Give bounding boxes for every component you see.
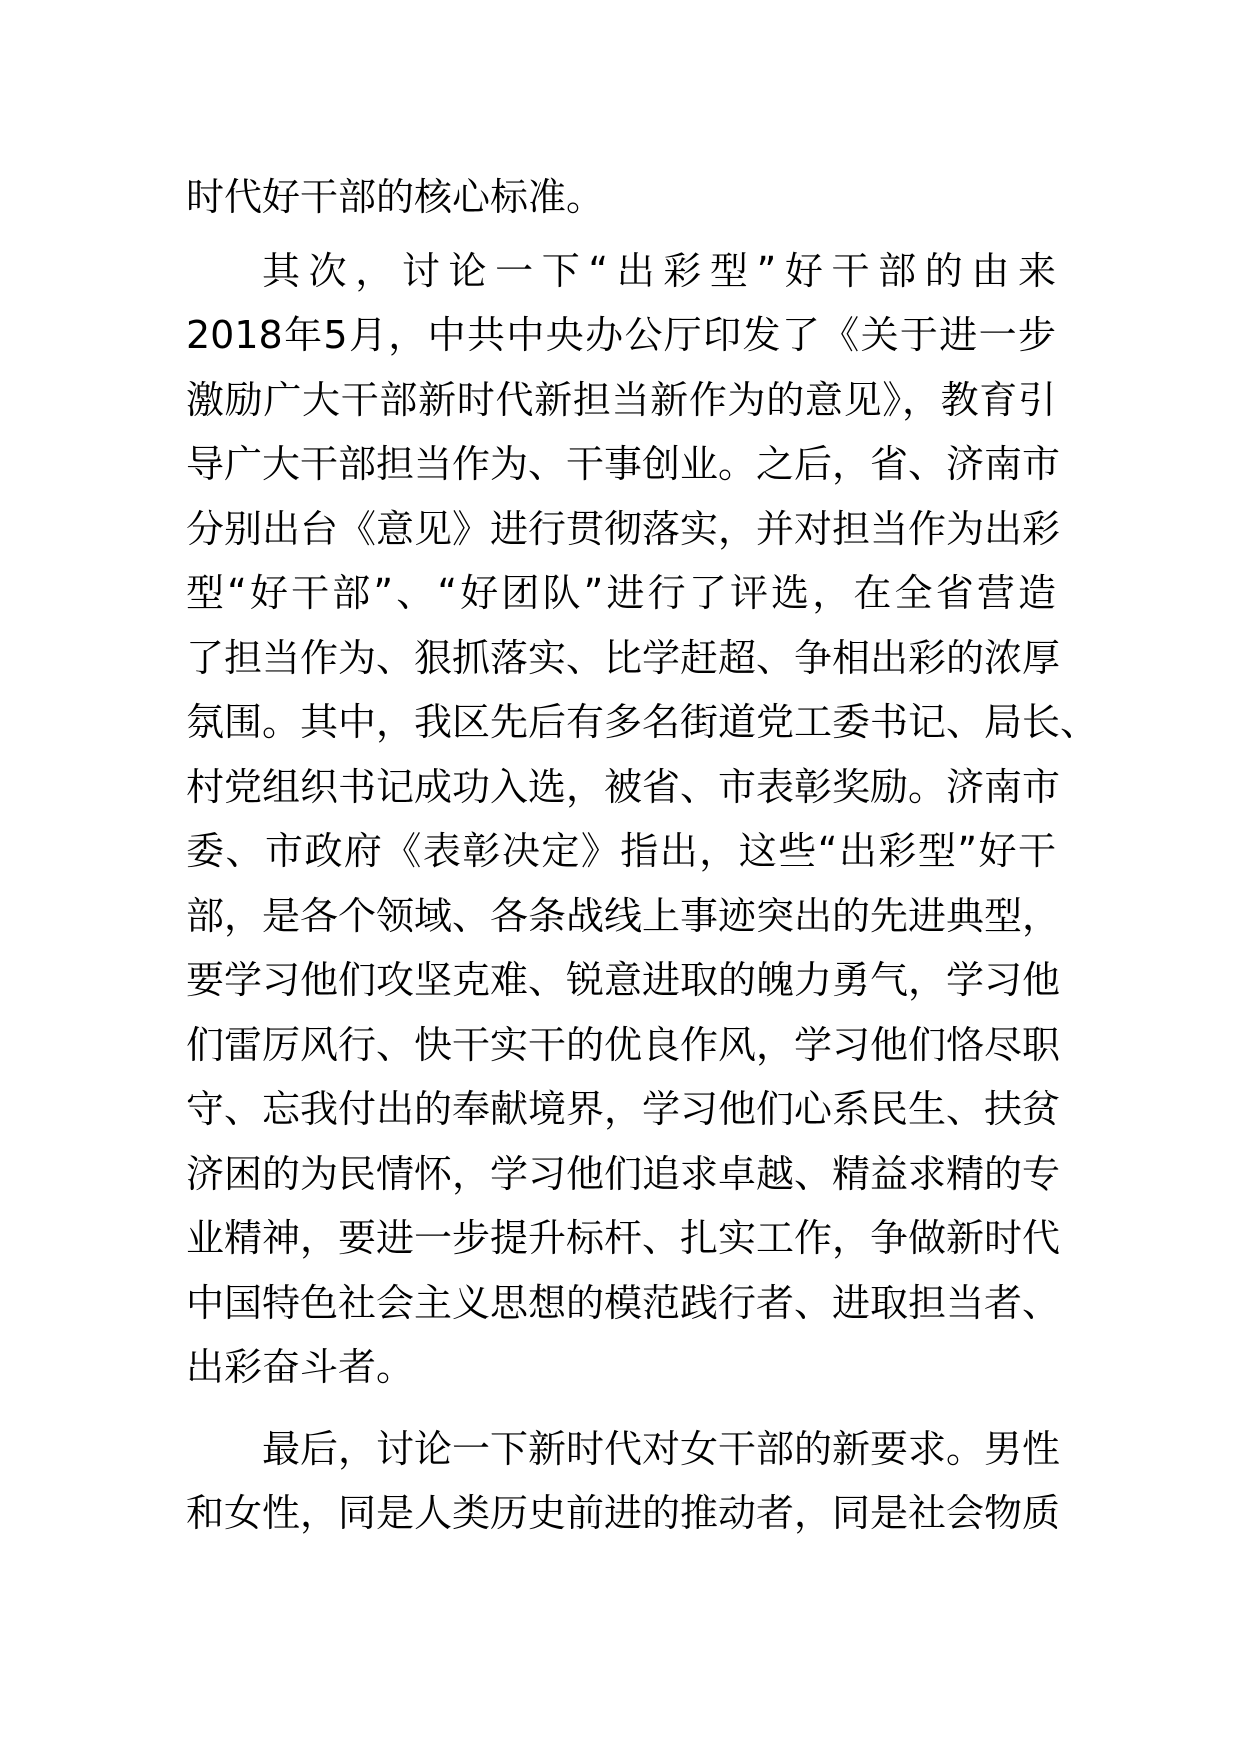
text-line: 村党组织书记成功入选，被省、市表彰奖励。济南市: [186, 764, 1061, 809]
text-line: 和女性，同是人类历史前进的推动者，同是社会物质: [186, 1491, 1061, 1535]
text-line: 守、忘我付出的奉献境界，学习他们心系民生、扶贫: [186, 1087, 1061, 1131]
text-line: 氛围。其中，我区先后有多名街道党工委书记、局长、: [186, 700, 1099, 744]
text-line: 2018年5月，中共中央办公厅印发了《关于进一步: [186, 313, 1056, 357]
text-line: 要学习他们攻坚克难、锐意进取的魄力勇气，学习他: [186, 958, 1061, 1002]
paragraph-2: [186, 239, 1099, 1400]
paragraph-spacer: [186, 1400, 1056, 1417]
text-line: 时代好干部的核心标准。: [186, 175, 605, 219]
text-line: 型“好干部”、“好团队”进行了评选，在全省营造: [186, 571, 1056, 615]
text-line: 出彩奋斗者。: [186, 1345, 415, 1389]
text-line: 导广大干部担当作为、干事创业。之后，省、济南市: [186, 442, 1061, 486]
paragraph-1: [186, 165, 1056, 230]
text-line: 业精神，要进一步提升标杆、扎实工作，争做新时代: [186, 1216, 1061, 1260]
document-body: [186, 165, 1099, 1546]
text-line: 了担当作为、狠抓落实、比学赶超、争相出彩的浓厚: [186, 635, 1061, 680]
text-line: 最后，讨论一下新时代对女干部的新要求。男性: [262, 1426, 1061, 1471]
text-line: 中国特色社会主义思想的模范践行者、进取担当者、: [186, 1280, 1061, 1325]
text-line: 分别出台《意见》进行贯彻落实，并对担当作为出彩: [186, 506, 1061, 551]
paragraph-3: [186, 1417, 1061, 1546]
paragraph-spacer: [186, 230, 1056, 239]
text-line: 激励广大干部新时代新担当新作为的意见》，教育引: [186, 377, 1056, 422]
text-line: 其次，讨论一下“出彩型”好干部的由来: [262, 248, 1056, 293]
text-line: 委、市政府《表彰决定》指出，这些“出彩型”好干: [186, 829, 1056, 873]
text-line: 济困的为民情怀，学习他们追求卓越、精益求精的专: [186, 1151, 1061, 1196]
text-line: 部，是各个领域、各条战线上事迹突出的先进典型，: [186, 893, 1061, 938]
text-line: 们雷厉风行、快干实干的优良作风，学习他们恪尽职: [186, 1022, 1061, 1067]
